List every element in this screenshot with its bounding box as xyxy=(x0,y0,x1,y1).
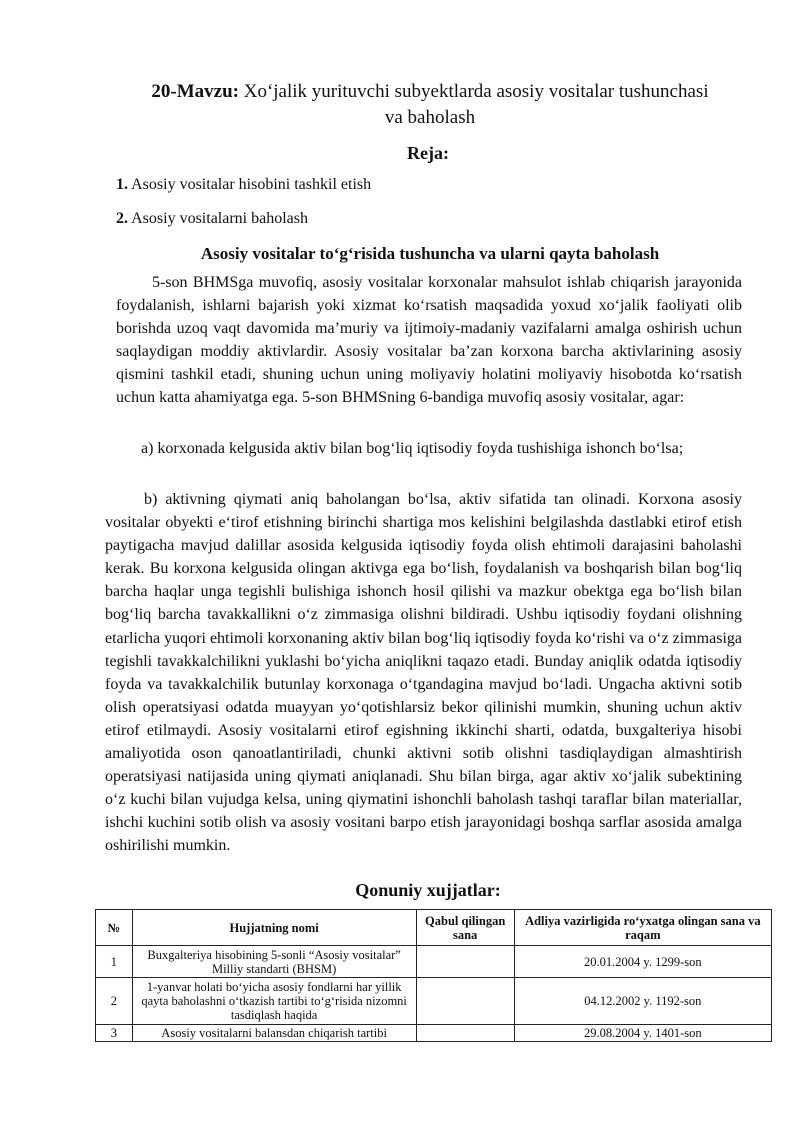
row-number: 3 xyxy=(96,1025,133,1042)
plan-item xyxy=(116,210,308,228)
table-row xyxy=(96,946,772,978)
title-topic-number: 20-Mavzu: xyxy=(151,81,239,102)
accepted-date xyxy=(416,946,514,978)
legal-docs-heading: Qonuniy xujjatlar: xyxy=(355,880,501,900)
column-header-accepted: Qabul qilingan sana xyxy=(416,910,514,946)
plan-heading: Reja: xyxy=(407,143,449,163)
body-paragraph: a) korxonada kelgusida aktiv bilan bog‘liq iqtisodiy foyda tushishiga ishonch bo‘lsa; xyxy=(141,440,684,457)
document-name: Buxgalteriya hisobining 5-sonli “Asosiy vositalar” Milliy standarti (BHSM) xyxy=(132,946,416,978)
body-paragraph: 5-son BHMSga muvofiq, asosiy vositalar korxonalar mahsulot ishlab chiqarish jarayonida foydalanish, ishlarni bajarish yoki xizmat ko‘rsatish maqsadida yoxud xo‘jalik faoliyati olib borishda uzoq vaqt davomida ma’muriy va ijtimoiy-madaniy vazifalarni amalga oshirish uchun saqlaydigan moddiy aktivlardir. Asosiy vositalar ba’zan korxona barcha aktivlarining asosiy qismini tashkil etadi, shuning uchun uning moliyaviy holatini moliyaviy hisobotda ko‘rsatish uchun katta ahamiyatga ega. 5-son BHMSning 6-bandiga muvofiq asosiy vositalar, agar: xyxy=(116,274,742,407)
document-name: Asosiy vositalarni balansdan chiqarish tartibi xyxy=(132,1025,416,1042)
plan-item-text: Asosiy vositalar hisobini tashkil etish xyxy=(128,176,372,193)
column-header-number: № xyxy=(96,910,133,946)
title-text: Xo‘jalik yurituvchi subyektlarda asosiy vositalar tushunchasi va baholash xyxy=(238,81,709,128)
table-row xyxy=(96,1025,772,1042)
legal-docs-table xyxy=(95,909,772,1042)
plan-item-number: 2. xyxy=(116,210,128,227)
accepted-date xyxy=(416,978,514,1025)
table-row xyxy=(96,978,772,1025)
registered-date: 29.08.2004 y. 1401-son xyxy=(514,1025,771,1042)
row-number: 1 xyxy=(96,946,133,978)
column-header-registered: Adliya vazirligida ro‘yxatga olingan sana va raqam xyxy=(514,910,771,946)
document-name: 1-yanvar holati bo‘yicha asosiy fondlarni har yillik qayta baholashni o‘tkazish tartibi to‘g‘risida nizomni tasdiqlash haqida xyxy=(132,978,416,1025)
registered-date: 04.12.2002 y. 1192-son xyxy=(514,978,771,1025)
page-title xyxy=(150,79,710,131)
accepted-date xyxy=(416,1025,514,1042)
plan-item xyxy=(116,176,371,194)
column-header-name: Hujjatning nomi xyxy=(132,910,416,946)
plan-item-text: Asosiy vositalarni baholash xyxy=(128,210,308,227)
plan-item-number: 1. xyxy=(116,176,128,193)
row-number: 2 xyxy=(96,978,133,1025)
body-paragraph: b) aktivning qiymati aniq baholangan bo‘lsa, aktiv sifatida tan olinadi. Korxona asosiy vositalar obyekti e‘tirof etishning birinchi shartiga mos kelishini belgilashda dastlabki etirof etish paytigacha mavjud dalillar asosida kelgusida iqtisodiy foyda olish ehtimoli darajasini baholashi kerak. Bu korxona kelgusida olingan aktivga ega bo‘lish, foydalanish va boshqarish bilan bog‘liq barcha haqlar unga tegishli bulishiga ishonch hosil qilishi va mazkur obektga ega bo‘lish bilan bog‘liq barcha tavakkallikni o‘z zimmasiga olishni bildiradi. Ushbu iqtisodiy foydani olishning etarlicha yuqori ehtimoli korxonaning aktiv bilan bog‘liq iqtisodiy foyda ko‘rishi va o‘z zimmasiga tegishli tavakkalchilikni yuklashi bo‘yicha aniqlikni taqazo etadi. Bunday aniqlik odatda iqtisodiy foyda va tavakkalchilik butunlay korxonaga o‘tgandagina mavjud bo‘ladi. Ungacha aktivni sotib olish operatsiyasi odatda muayyan yo‘qotishlarsiz bekor qilinishi mumkin, shuning uchun aktiv etirof etilmaydi. Asosiy vositalarni etirof egishning ikkinchi sharti, odatda, buxgalteriya hisobi amaliyotida oson qanoatlantiriladi, chunki aktivni sotib olishni tasdiqlaydigan almashtirish operatsiyasi natijasida uning qiymati aniqlanadi. Shu bilan birga, agar aktiv xo‘jalik subektining o‘z kuchi bilan vujudga kelsa, uning qiymatini ishonchli baholash tashqi taraflar bilan materiallar, ishchi kuchini sotib olish va asosiy vositani barpo etish jarayonidagi boshqa sarflar asosida amalga oshirilishi mumkin. xyxy=(105,491,742,855)
table-header-row xyxy=(96,910,772,946)
section-heading: Asosiy vositalar to‘g‘risida tushuncha va ularni qayta baholash xyxy=(200,244,660,263)
registered-date: 20.01.2004 y. 1299-son xyxy=(514,946,771,978)
